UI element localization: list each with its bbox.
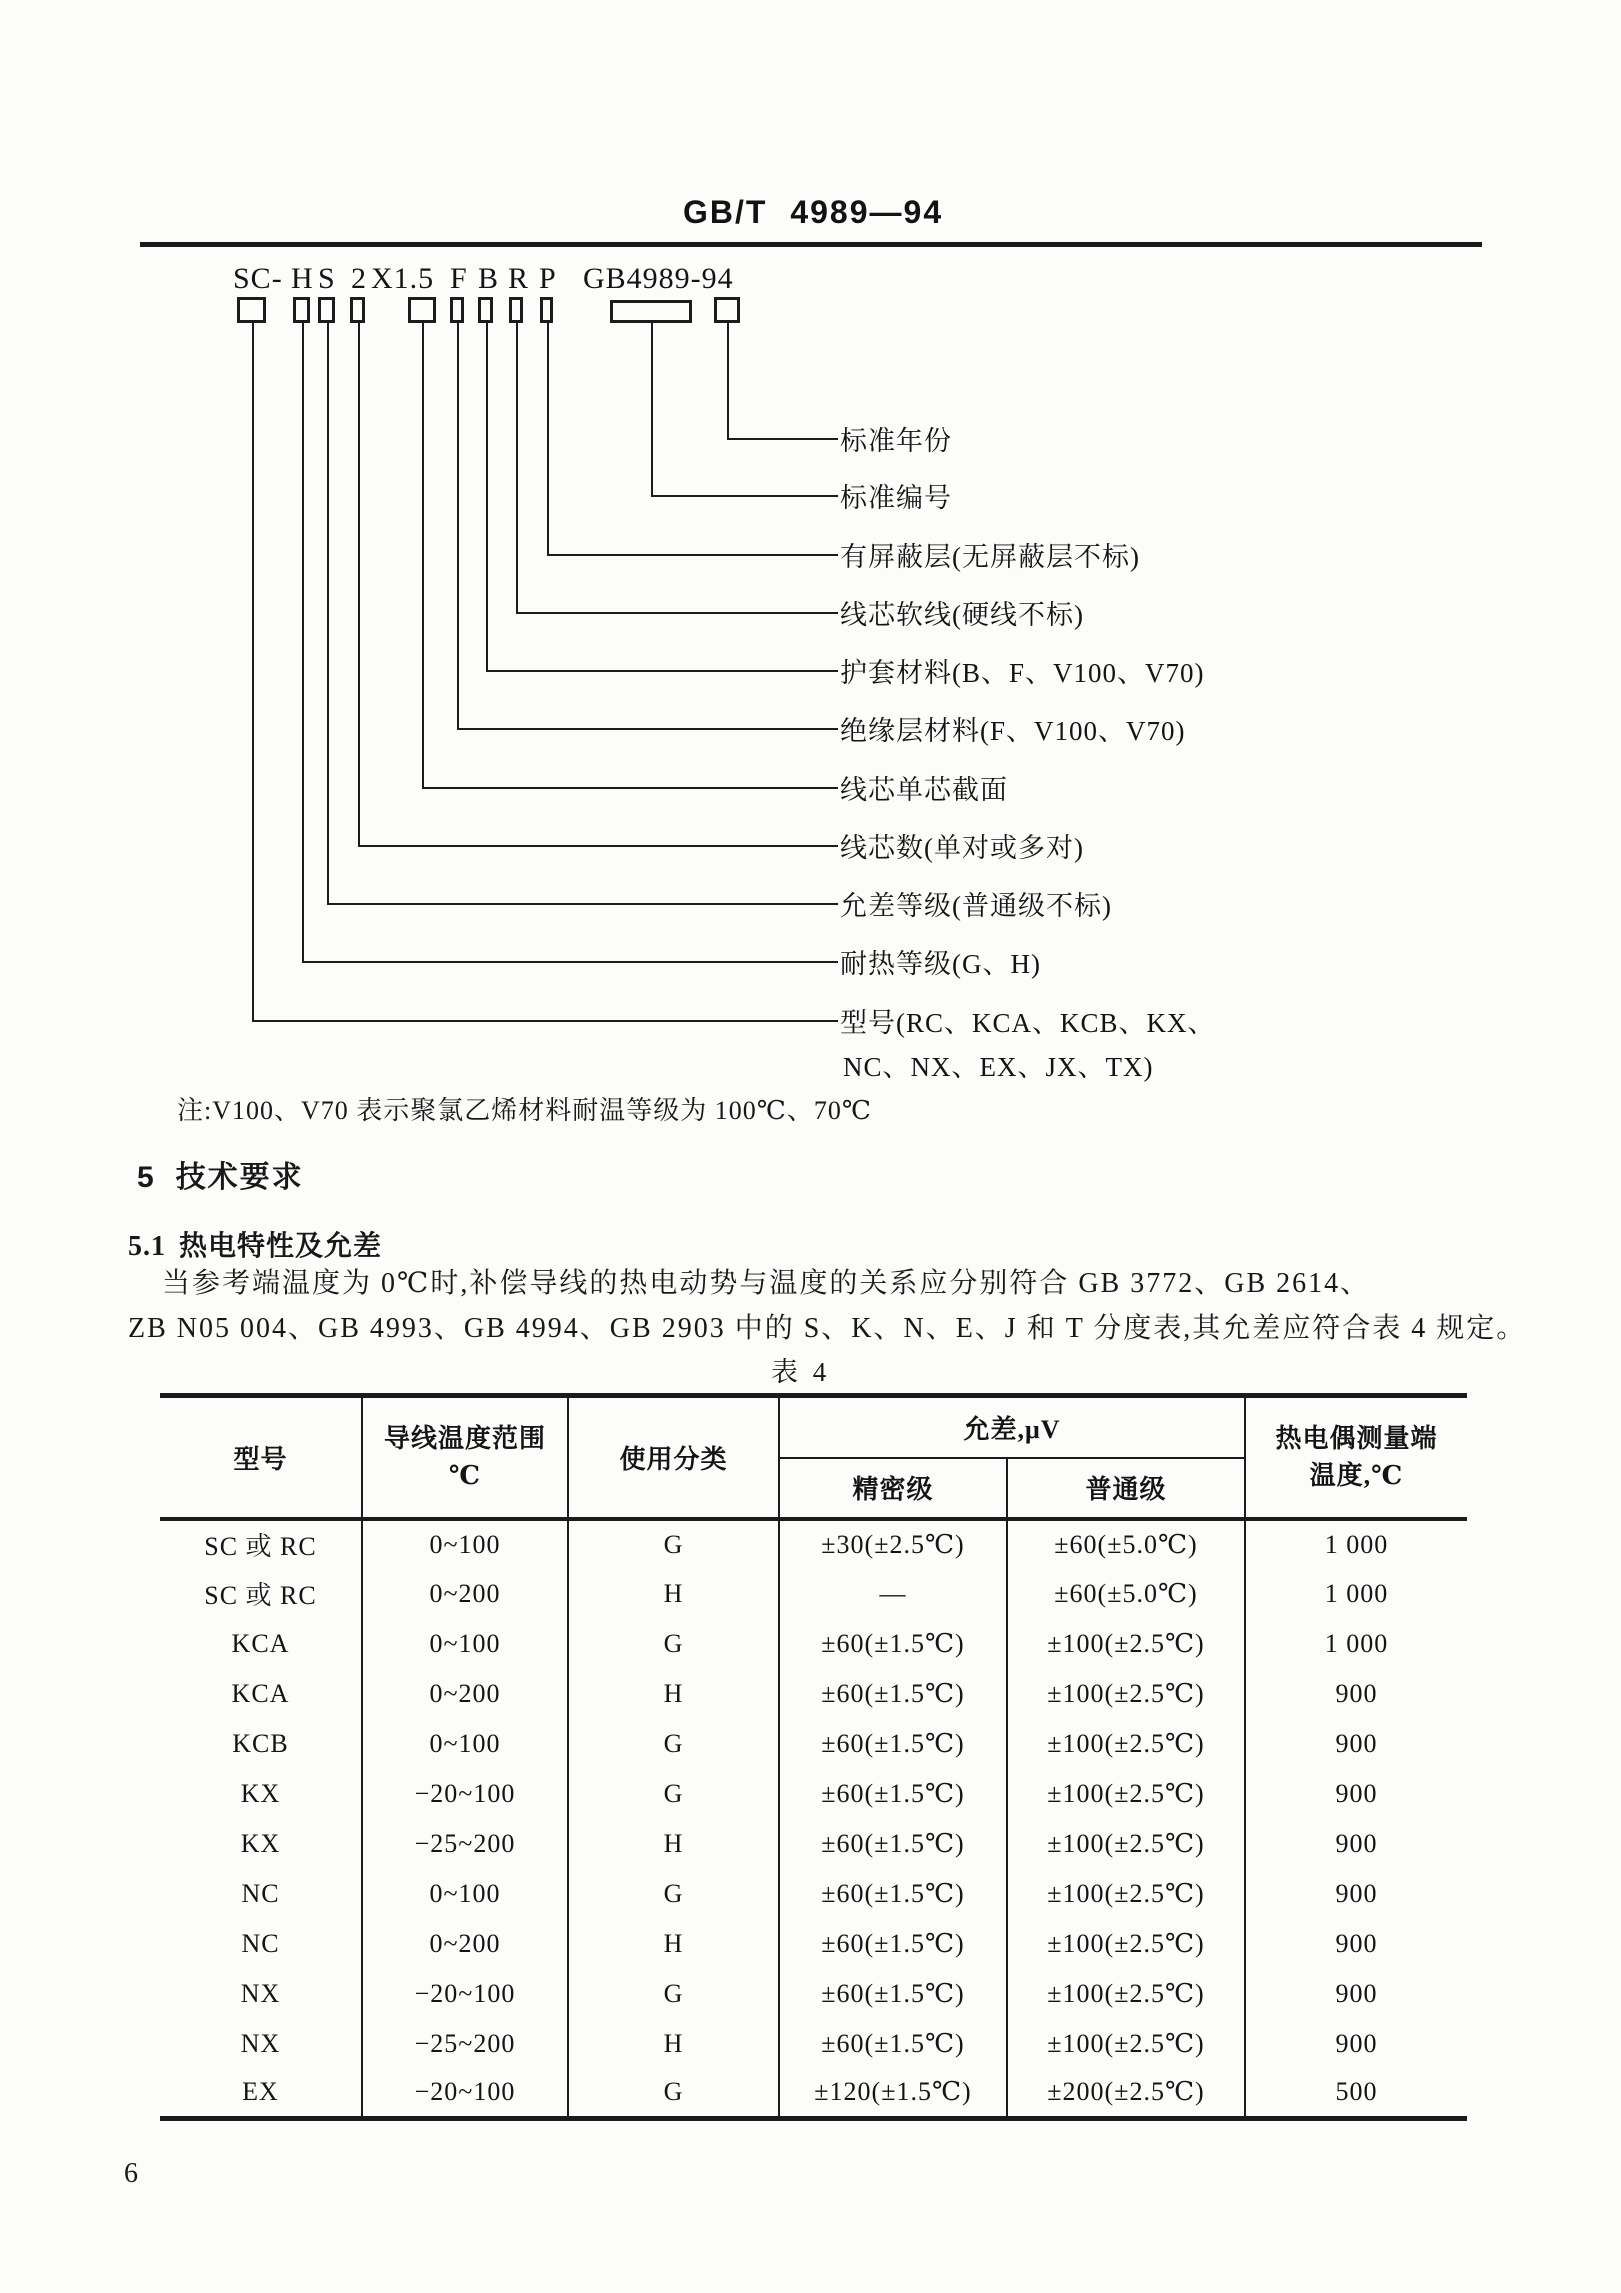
designation-code-segment: H: [291, 262, 314, 295]
table-cell: KX: [160, 1819, 362, 1869]
page-number: 6: [124, 2158, 138, 2189]
table-cell: 1 000: [1324, 1628, 1389, 1658]
col-header-usage-class: 使用分类: [568, 1396, 779, 1519]
designation-diagram: [0, 0, 1621, 1100]
table-row: [160, 2019, 1467, 2069]
table-cell: 1 000: [1324, 1529, 1389, 1559]
table-row: [160, 1769, 1467, 1819]
table-cell: G: [568, 1969, 779, 2019]
table-cell: ±60(±1.5℃): [779, 1719, 1007, 1769]
table-cell: 900: [1335, 1678, 1378, 1708]
table-cell: ±60(±1.5℃): [779, 1819, 1007, 1869]
col-header-measuring-end-line2: 温度,℃: [1309, 1461, 1404, 1491]
designation-label: 标准年份: [840, 426, 952, 456]
designation-code-segment: 2: [351, 262, 367, 295]
designation-label: 型号(RC、KCA、KCB、KX、: [840, 1008, 1216, 1038]
subsection-title: 热电特性及允差: [179, 1230, 383, 1261]
col-header-model: 型号: [160, 1396, 362, 1519]
table-cell: ±60(±1.5℃): [779, 1869, 1007, 1919]
designation-code-segment: R: [508, 262, 530, 295]
table-cell: ±30(±2.5℃): [779, 1519, 1007, 1569]
table-cell: ±120(±1.5℃): [779, 2069, 1007, 2119]
designation-box: [478, 297, 493, 323]
doc-number: GB/T 4989—94: [683, 194, 944, 230]
table-cell: 0~100: [362, 1619, 568, 1669]
table-cell: −20~100: [362, 1769, 568, 1819]
designation-box: [509, 297, 523, 323]
leader-line: [727, 323, 838, 440]
table-cell: H: [568, 2019, 779, 2069]
table-body: [160, 1519, 1467, 2119]
table-cell: ±60(±1.5℃): [779, 2019, 1007, 2069]
table-cell: ±60(±1.5℃): [779, 1619, 1007, 1669]
table-cell: ±60(±5.0℃): [1007, 1519, 1245, 1569]
table-cell: NX: [160, 1969, 362, 2019]
table-cell: ±60(±1.5℃): [779, 1919, 1007, 1969]
col-header-temp-range-line1: 导线温度范围: [383, 1423, 546, 1453]
table-cell: KCA: [160, 1619, 362, 1669]
table-cell: H: [568, 1919, 779, 1969]
designation-code-segment: S: [318, 262, 336, 295]
col-header-temp-range: [362, 1396, 568, 1519]
designation-code-segment: P: [539, 262, 557, 295]
table-cell: NC: [160, 1869, 362, 1919]
designation-code-segment: X1.5: [371, 262, 435, 295]
table-cell: H: [568, 1569, 779, 1619]
table-cell: SC 或 RC: [160, 1569, 362, 1619]
table-row: [160, 1819, 1467, 1869]
table-cell: −25~200: [362, 2019, 568, 2069]
designation-label: 线芯数(单对或多对): [840, 833, 1084, 863]
table-cell: G: [568, 2069, 779, 2119]
designation-code-segment: GB4989-94: [583, 262, 734, 295]
table-row: [160, 1619, 1467, 1669]
designation-box: [610, 300, 692, 323]
table-cell: SC 或 RC: [160, 1519, 362, 1569]
table-cell: 0~200: [362, 1569, 568, 1619]
table-row: [160, 1519, 1467, 1569]
table-cell: ±100(±2.5℃): [1007, 1769, 1245, 1819]
table-cell: 900: [1335, 1978, 1378, 2008]
table-cell: −20~100: [362, 1969, 568, 2019]
table-cell: ±100(±2.5℃): [1007, 1619, 1245, 1669]
table-cell: EX: [160, 2069, 362, 2119]
designation-label-line2: NC、NX、EX、JX、TX): [843, 1052, 1154, 1082]
table-cell: 0~100: [362, 1869, 568, 1919]
designation-box: [540, 297, 553, 323]
designation-label: 标准编号: [840, 483, 952, 513]
table-cell: NC: [160, 1919, 362, 1969]
designation-code-segment: B: [478, 262, 500, 295]
table-cell: ±100(±2.5℃): [1007, 1819, 1245, 1869]
table-cell: 900: [1335, 1878, 1378, 1908]
table-caption: 表 4: [771, 1357, 831, 1387]
table-cell: NX: [160, 2019, 362, 2069]
table-cell: ±60(±1.5℃): [779, 1669, 1007, 1719]
table-cell: H: [568, 1669, 779, 1719]
table-row: [160, 1569, 1467, 1619]
designation-box: [450, 297, 464, 323]
table-4: [160, 1393, 1467, 2121]
designation-code-segment: F: [450, 262, 468, 295]
table-cell: 0~200: [362, 1919, 568, 1969]
designation-box: [318, 297, 335, 323]
table-cell: 900: [1335, 1928, 1378, 1958]
table-cell: —: [779, 1569, 1007, 1619]
designation-label: 绝缘层材料(F、V100、V70): [840, 716, 1186, 746]
col-header-ordinary-grade: 普通级: [1007, 1458, 1245, 1519]
designation-label: 护套材料(B、F、V100、V70): [840, 658, 1205, 688]
table-cell: G: [568, 1519, 779, 1569]
designation-label: 耐热等级(G、H): [840, 949, 1041, 979]
col-header-measuring-end-temp: [1245, 1396, 1467, 1519]
table-cell: ±100(±2.5℃): [1007, 1919, 1245, 1969]
table-row: [160, 1669, 1467, 1719]
table-cell: 0~100: [362, 1719, 568, 1769]
subsection-heading: [128, 1224, 382, 1264]
table-cell: G: [568, 1769, 779, 1819]
table-cell: ±100(±2.5℃): [1007, 1869, 1245, 1919]
body-paragraph-line: ZB N05 004、GB 4993、GB 4994、GB 2903 中的 S、K、N、E、J 和 T 分度表,其允差应符合表 4 规定。: [128, 1313, 1527, 1344]
table-cell: 1 000: [1324, 1578, 1389, 1608]
table-cell: G: [568, 1869, 779, 1919]
table-cell: 900: [1335, 1828, 1378, 1858]
diagram-note: 注:V100、V70 表示聚氯乙烯材料耐温等级为 100℃、70℃: [177, 1096, 872, 1125]
table-cell: G: [568, 1619, 779, 1669]
table-cell: ±100(±2.5℃): [1007, 1719, 1245, 1769]
table-cell: ±100(±2.5℃): [1007, 1969, 1245, 2019]
col-header-precision-grade: 精密级: [779, 1458, 1007, 1519]
table-cell: 0~200: [362, 1669, 568, 1719]
table-cell: 500: [1335, 2077, 1378, 2107]
table-cell: ±60(±1.5℃): [779, 1769, 1007, 1819]
table-cell: −25~200: [362, 1819, 568, 1869]
col-header-tolerance-group: 允差,μV: [779, 1396, 1245, 1458]
designation-code-segment: SC-: [233, 262, 283, 295]
table-row: [160, 1969, 1467, 2019]
designation-label: 线芯单芯截面: [840, 775, 1008, 805]
designation-box: [714, 297, 740, 323]
table-cell: G: [568, 1719, 779, 1769]
table-cell: ±100(±2.5℃): [1007, 1669, 1245, 1719]
section-heading: [137, 1152, 304, 1196]
table-cell: KX: [160, 1769, 362, 1819]
table-cell: KCB: [160, 1719, 362, 1769]
section-number: 5: [137, 1161, 156, 1194]
table-cell: 900: [1335, 1778, 1378, 1808]
body-paragraph-line: 当参考端温度为 0℃时,补偿导线的热电动势与温度的关系应分别符合 GB 3772、GB 2614、: [162, 1268, 1371, 1299]
table-row: [160, 1719, 1467, 1769]
table-row: [160, 1919, 1467, 1969]
table-cell: 0~100: [362, 1519, 568, 1569]
table-header: [160, 1396, 1467, 1519]
designation-box: [293, 297, 310, 323]
col-header-temp-range-line2: ℃: [448, 1461, 482, 1491]
subsection-number: 5.1: [128, 1231, 166, 1262]
table-cell: 900: [1335, 2028, 1378, 2058]
table-cell: −20~100: [362, 2069, 568, 2119]
table-cell: ±60(±5.0℃): [1007, 1569, 1245, 1619]
designation-box: [408, 297, 436, 323]
col-header-measuring-end-line1: 热电偶测量端: [1275, 1423, 1438, 1453]
table-cell: ±200(±2.5℃): [1007, 2069, 1245, 2119]
designation-box: [237, 297, 266, 323]
table-row: [160, 1869, 1467, 1919]
designation-label: 线芯软线(硬线不标): [840, 600, 1084, 630]
table-row: [160, 2069, 1467, 2119]
designation-label: 有屏蔽层(无屏蔽层不标): [840, 542, 1140, 572]
table-cell: 900: [1335, 1728, 1378, 1758]
section-title: 技术要求: [175, 1161, 304, 1194]
table-cell: H: [568, 1819, 779, 1869]
table-cell: KCA: [160, 1669, 362, 1719]
designation-box: [350, 297, 365, 323]
table-cell: ±100(±2.5℃): [1007, 2019, 1245, 2069]
table-cell: ±60(±1.5℃): [779, 1969, 1007, 2019]
designation-label: 允差等级(普通级不标): [840, 891, 1112, 921]
